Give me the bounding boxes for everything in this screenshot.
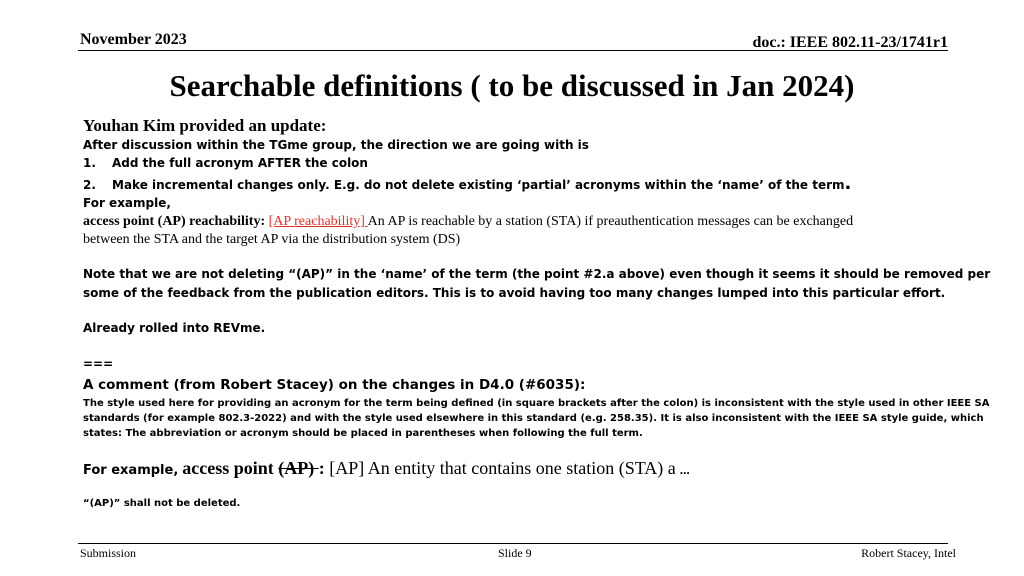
example2-colon: : bbox=[318, 458, 325, 478]
list-item-1: Add the full acronym AFTER the colon bbox=[112, 156, 368, 170]
footer-author: Robert Stacey, Intel bbox=[861, 546, 956, 560]
separator: === bbox=[83, 357, 114, 371]
comment-line3: states: The abbreviation or acronym should be placed in parentheses when following the full term. bbox=[83, 428, 643, 439]
footer-rule bbox=[78, 543, 948, 544]
example2-ellipsis: … bbox=[679, 466, 690, 477]
header-doc-id: doc.: IEEE 802.11-23/1741r1 bbox=[752, 34, 948, 51]
example2 bbox=[83, 458, 690, 479]
comment-line2: standards (for example 802.3-2022) and with the style used elsewhere in this standard (e.g. 258.35). It is also inconsistent with the IEEE SA style guide, which bbox=[83, 413, 984, 424]
slide-title: Searchable definitions ( to be discussed in Jan 2024) bbox=[169, 68, 855, 103]
list-item-2 bbox=[112, 173, 852, 194]
example2-prefix: For example, bbox=[83, 463, 179, 478]
example-definition-text: An AP is reachable by a station (STA) if preauthentication messages can be exchanged bbox=[367, 214, 854, 229]
update-heading: Youhan Kim provided an update: bbox=[83, 116, 327, 135]
header-date: November 2023 bbox=[80, 31, 187, 48]
header-rule bbox=[78, 50, 948, 51]
for-example-label: For example, bbox=[83, 196, 171, 210]
example2-struck-acronym: (AP) bbox=[278, 458, 319, 478]
note-line2: some of the feedback from the publication editors. This is to avoid having too many changes lumped into this particular effort. bbox=[83, 286, 946, 300]
update-intro: After discussion within the TGme group, the direction we are going with is bbox=[83, 138, 589, 152]
final-note: “(AP)” shall not be deleted. bbox=[83, 498, 241, 509]
example-definition-line2: between the STA and the target AP via the distribution system (DS) bbox=[83, 232, 461, 247]
comment-heading: A comment (from Robert Stacey) on the changes in D4.0 (#6035): bbox=[83, 377, 586, 393]
list-item-2-text: Make incremental changes only. E.g. do not delete existing ‘partial’ acronyms within the ‘name’ of the term bbox=[112, 178, 845, 192]
example-term: access point (AP) reachability: bbox=[83, 214, 266, 229]
example-definition-line1 bbox=[83, 214, 853, 230]
example-inserted-acronym: [AP reachability] bbox=[268, 214, 368, 229]
rolled-into-revme: Already rolled into REVme. bbox=[83, 321, 266, 335]
example2-definition: [AP] An entity that contains one station (STA) a bbox=[324, 458, 676, 478]
footer-slide-number: Slide 9 bbox=[498, 546, 532, 560]
comment-line1: The style used here for providing an acronym for the term being defined (in square brackets after the colon) is inconsistent with the style used in other IEEE SA bbox=[83, 398, 990, 409]
example2-term: access point bbox=[182, 458, 279, 478]
list-item-2-period: . bbox=[844, 173, 852, 194]
footer-submission: Submission bbox=[80, 546, 137, 560]
list-item-1-number: 1. bbox=[83, 156, 96, 170]
list-item-2-number: 2. bbox=[83, 178, 96, 192]
note-line1: Note that we are not deleting “(AP)” in the ‘name’ of the term (the point #2.a above) even though it seems it should be removed per bbox=[83, 267, 991, 281]
